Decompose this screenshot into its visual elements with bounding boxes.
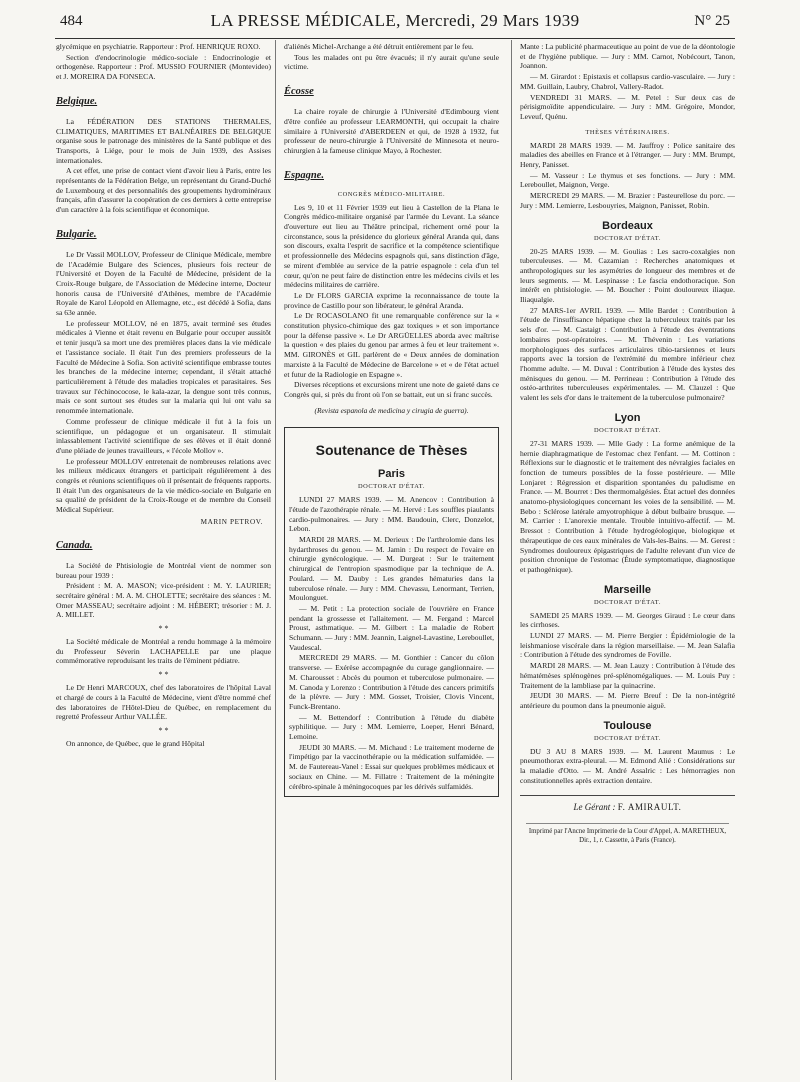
paragraph: glycémique en psychiatrie. Rapporteur : Prof. HENRIQUE ROXO. [56, 42, 261, 51]
source-reference: (Revista espanola de medicina y cirugia de guerra). [314, 405, 469, 415]
paragraph: JEUDI 30 MARS. — M. Pierre Breuf : De la non-intégrité antérieure du poumon dans la pneumonie aiguë. [520, 691, 735, 710]
column-left [56, 42, 271, 1077]
section-subtitle: DOCTORAT D'ÉTAT. [593, 598, 662, 606]
paragraph: — M. Vasseur : Le thymus et ses fonctions. — Jury : MM. Lereboullet, Maignon, Verge. [520, 170, 735, 190]
section-title-espagne: Espagne. [284, 169, 324, 181]
paragraph: Le professeur MOLLOV, né en 1875, avait terminé ses études médicales à Vienne et était revenu en Bulgarie pour occuper aussitôt et tenir jusqu'à sa mort une des premières places dans la vie médicale et l'assistance sociale. Il était l'un des premiers professeurs de la Faculté de Médecine à Sofia. Son activité scientifique embrasse toutes les branches de la médecine interne; cependant, il s'était attaché particulièrement à l'étude des maladies tropicales et parasitaires. Ses travaux sur l'échinococose, le kala-azar, la dengue sont très connus, mais ce sont surtout ses études sur la malaria qui lui ont valu sa renommée internationale. [56, 318, 271, 416]
section-subtitle: THÈSES VÉTÉRINAIRES. [585, 128, 670, 136]
paragraph: VENDREDI 31 MARS. — M. Petel : Sur deux cas de périsigmoïdite appendiculaire. — Jury : MM. Grégoire, Mondor, Leveuf, Quénu. [520, 92, 735, 121]
paragraph: DU 3 AU 8 MARS 1939. — M. Laurent Maumus : Le pneumothorax extra-pleural. — M. Edmond Alié : Considérations sur la maladie d'Otto. — M. André Assalric : Les hémorragies non constitutionnelles après extraction dentaire. [520, 746, 735, 785]
manager-line [520, 795, 735, 813]
column-divider [511, 40, 512, 1080]
paragraph: On annonce, de Québec, que le grand Hôpital [66, 738, 205, 748]
paragraph: 27 MARS-1er AVRIL 1939. — Mlle Bardet : Contribution à l'étude de l'insuffisance hépatique chez la tuberculeux traités par les sels d'or. — M. Castaigt : Contribution à l'étude des éventrations lombaires post-opératoires. — M. Thévenin : Les variations morphologiques des surfaces articulaires tibio-tarsiennes et leurs rapports avec la torsion de l'extrémité du membre inférieur chez l'homme adulte. — M. Duval : Contribution à l'étude des kystes des ménisques du genou. — M. Perrineau : Contribution à l'étude des ostéo-arthrites tuberculeuses expérimentales. — M. Clauzel : Que valent les sels d'or dans le traitement de la tuberculose pulmonaire? [520, 305, 735, 403]
section-title-bulgarie: Bulgarie. [56, 228, 97, 240]
paragraph: Tous les malades ont pu être évacués; il n'y aurait qu'une seule victime. [284, 52, 499, 72]
printer-imprint: Imprimé par l'Ancne Imprimerie de la Cour d'Appel, A. MARETHEUX, Dir., 1, r. Cassette, à Paris (France). [526, 823, 729, 845]
city-title-toulouse: Toulouse [603, 719, 652, 732]
paragraph: LUNDI 27 MARS 1939. — M. Anencov : Contribution à l'étude de l'azothérapie rénale. — M. Hervé : Les souffles piaulants cardio-pulmonaires. — Jury : MM. Baudouin, Clerc, Donzelot, Lebon. [289, 495, 494, 534]
paragraph: — M. Girardot : Epistaxis et collapsus cardio-vasculaire. — Jury : MM. Guillain, Laubry, Chabrol, Vallery-Radot. [520, 72, 735, 91]
paragraph: MARDI 28 MARS. — M. Derieux : De l'arthrolomie dans les hydarthroses du genou. — M. Jamin : Du respect de l'ovaire en chirurgie gynécologique. — M. Durgeat : Sur le traitement chirurgical de l'entropion spasmodique par la technique de A. Poulard. — M. Dauby : Les grandes hématuries dans la tuberculose rénale. — Jury : MM. Chevassu, Lenormant, Terrien, Moulonguet. [289, 535, 494, 603]
paragraph: MERCREDI 29 MARS. — M. Gonthier : Cancer du côlon transverse. — Exérèse accompagnée du curage ganglionnaire. — M. Charousset : Abcès du poumon et tuberculose pulmonaire. — M. Canoda y Lorenzo : Contribution à l'étude des cancers primitifs de la plèvre. — Jury : MM. Gosset, Troisier, Clovis Vincent, Funck-Brentano. [289, 653, 494, 711]
section-subtitle: CONGRÈS MÉDICO-MILITAIRE. [337, 190, 446, 198]
paragraph: Les 9, 10 et 11 Février 1939 eut lieu à Castellon de la Plana le Congrès médico-militaire organisé par l'armée du Levant. La séance d'ouverture eut lieu au Théâtre principal, richement orné pour la circonstance, sous la présidence du glorieux général Aranda qui, dans son discours, exalta l'esprit de sacrifice et la compétence scientifique et professionnelle des Médecins espagnols qui, sans distinction d'âge, se mirent d'emblée au service de la patrie espagnole : cela d'un tel cœur, qu'on ne peut faire de distinction entre les médecins civils et les médecins militaires de carrière. [284, 202, 499, 290]
separator: * * [158, 624, 169, 634]
header-rule [55, 38, 735, 39]
paragraph: Président : M. A. MASON; vice-président : M. Y. LAURIER; secrétaire général : M. A. M. CHOLETTE; secrétaire des séances : M. Omer MASSEAU; secrétaire adjoint : M. HÉBERT; trésorier : M. J. A. MILLET. [56, 581, 271, 620]
paragraph: MARDI 28 MARS 1939. — M. Jauffroy : Police sanitaire des maladies des abeilles en France et à l'étranger. — Jury : MM. Brumpt, Henry, Panisset. [520, 140, 735, 170]
paragraph: MARDI 28 MARS. — M. Jean Lauzy : Contribution à l'étude des hématémèses splénogènes pré-splénomégaliques. — M. Louis Puy : Traitement de la lambliase par la quinacrine. [520, 661, 735, 690]
paragraph: SAMEDI 25 MARS 1939. — M. Georges Giraud : Le cœur dans les cirrhoses. [520, 610, 735, 630]
paragraph: MERCREDI 29 MARS. — M. Brazier : Pasteurellose du porc. — Jury : MM. Lemierre, Lesbouyries, Maignon, Panisset, Robin. [520, 191, 735, 210]
paragraph: Comme professeur de clinique médicale il fut à la fois un scientifique, un pédagogue et un organisateur. Il stimulait inlassablement l'activité scientifique de ses élèves et il était donné d'une pléiade de jeunes travailleurs, « l'école Mollov ». [56, 416, 271, 455]
issue-number: N° 25 [694, 13, 730, 29]
paragraph: Mante : La publicité pharmaceutique au point de vue de la déontologie et de l'hygiène publique. — Jury : MM. Carnot, Nobécourt, Tanon, Joannon. [520, 42, 735, 71]
section-title-belgique: Belgique. [56, 95, 98, 107]
paragraph: Le Dr FLORS GARCIA exprime la reconnaissance de toute la province de Castillo pour son libérateur, le général Aranda. [284, 290, 499, 310]
paragraph: Section d'endocrinologie médico-sociale : Endocrinologie et orthogenèse. Rapporteur : Prof. MUSSIO FOURNIER (Montevideo) et J. MOREIRA DA FONSECA. [56, 52, 271, 82]
page-number: 484 [60, 13, 83, 29]
theses-box [284, 427, 499, 797]
paragraph: LUNDI 27 MARS. — M. Pierre Bergier : Épidémiologie de la leishmaniose viscérale dans la région marseillaise. — M. Jean Salafia : Contribution à l'étude des syndromes de Foville. [520, 631, 735, 660]
city-title-bordeaux: Bordeaux [602, 219, 653, 232]
paragraph: — M. Petit : La protection sociale de l'ouvrière en France pendant la grossesse et l'allaitement. — M. Fergand : Marcel Proust, asthmatique. — M. Gilbert : La maladie de Robert Schumann. — Jury : MM. Jeannin, Laignel-Lavastine, Lereboullet, Vaudescal. [289, 603, 494, 652]
paragraph: La chaire royale de chirurgie à l'Université d'Edimbourg vient d'être confiée au professeur LEARMONTH, qui occupait la chaire similaire à l'Université d'ABERDEEN et qui, de 1928 à 1932, fut professeur de neuro-chirurgie à l'Université de Minnesota et neuro-chirurgien à la fameuse clinique Mayo, à Rochester. [284, 107, 499, 155]
paragraph: Le Dr ROCASOLANO fit une remarquable conférence sur la « constitution physico-chimique des gaz toxiques » et son importance pour la défense passive ». Le Dr ARGÜELLES aborda avec maîtrise la question « des plaies du genou par armes à feu et leur traitement ». MM. GIRONÈS et GIL parlèrent de « Deux années de domination marxiste à la Faculté de Médecine de Barcelone » et « de l'état actuel et futur de la Radiologie en Espagne ». [284, 311, 499, 379]
paragraph: JEUDI 30 MARS. — M. Michaud : Le traitement moderne de l'impétigo par la vaccinothérapie ou la médication sulfamidée. — M. de Fautereau-Vanel : Essai sur quelques problèmes médicaux et sociaux en Chine. — M. Fillatre : Traitement de la méningite cérébro-spinale à méningocoques par les dérivés sulfamidés. [289, 742, 494, 791]
section-subtitle: DOCTORAT D'ÉTAT. [593, 734, 662, 742]
signature: MARIN PETROV. [200, 517, 263, 526]
paragraph: La Société médicale de Montréal a rendu hommage à la mémoire du Professeur Séverin LACHAPELLE par une plaque commémorative reproduisant les traits de l'éminent pédiatre. [56, 637, 271, 666]
section-subtitle: DOCTORAT D'ÉTAT. [593, 234, 662, 242]
paragraph: Le professeur MOLLOV entretenait de nombreuses relations avec les milieux médicaux étrangers et participait régulièrement à des congrès et réunions scientifiques où il présentait de fréquents rapports. Il était l'un des organisateurs de la vie médico-sociale en Bulgarie en sa qualité de président de la Croix-Rouge et de membre du Conseil Médical Supérieur. [56, 456, 271, 515]
journal-title: LA PRESSE MÉDICALE, Mercredi, 29 Mars 1939 [210, 11, 580, 30]
paragraph: Diverses réceptions et excursions mirent une note de gaieté dans ce Congrès qui, si près du front où l'on se battait, eut un si franc succès. [284, 380, 499, 399]
section-subtitle: DOCTORAT D'ÉTAT. [593, 426, 662, 434]
paragraph: 20-25 MARS 1939. — M. Goulias : Les sacro-coxalgies non tuberculeuses. — M. Cazamian : Recherches anatomiques et anthropologiques sur les asymétries de longueur des membres et de leurs segments. — M. Lespinasse : Le fascia endothoracique. Son intérêt en phtisiologie. — M. Boucher : Point douloureux iliaque. Iliaqualgie. [520, 246, 735, 305]
theses-title: Soutenance de Thèses [315, 442, 468, 459]
manager-name: F. AMIRAULT. [617, 802, 682, 813]
manager-label: Le Gérant : [573, 802, 616, 813]
paragraph: d'aliénés Michel-Archange a été détruit entièrement par le feu. [284, 42, 474, 51]
paragraph: Le Dr Henri MARCOUX, chef des laboratoires de l'hôpital Laval et chargé de cours à la Faculté de Médecine, vient d'être nommé chef des laboratoires de l'Hôtel-Dieu de Québec, en remplacement du regretté Professeur Arthur VALLÉE. [56, 683, 271, 722]
paragraph: A cet effet, une prise de contact vient d'avoir lieu à Paris, entre les représentants de la Fédération Belge, un représentant du Grand-Duché de Luxembourg et des personnalités des groupements hydrominéraux français, afin d'assurer la coopération de ces derniers à cette entreprise d'un caractère à la fois scientifique et économique. [56, 166, 271, 215]
paragraph: La FÉDÉRATION DES STATIONS THERMALES, CLIMATIQUES, MARITIMES ET BALNÉAIRES DE BELGIQUE organise sous le patronage des ministères de la Santé publique et des Transports, à Liége, pour le mois de Juin 1939, des Assises internationales. [56, 116, 271, 165]
section-title-ecosse: Écosse [284, 86, 314, 98]
city-title-paris: Paris [378, 468, 405, 481]
city-title-marseille: Marseille [603, 583, 652, 596]
paragraph: Le Dr Vassil MOLLOV, Professeur de Clinique Médicale, membre de l'Académie Bulgare des Sciences, plusieurs fois recteur de l'Université et Doyen de la Faculté de Médecine, président de la Croix-Rouge bulgare, de l'Association de Médecine interne, Docteur honoris causa de l'Université d'Athènes, membre de l'Académie Royale de Karol Léopold en Allemagne, etc., est décédé à Sofia, dans sa 63e année. [56, 249, 271, 318]
city-title-lyon: Lyon [614, 411, 641, 424]
column-divider [275, 40, 276, 1080]
paragraph: La Société de Phtisiologie de Montréal vient de nommer son bureau pour 1939 : [56, 560, 271, 580]
paragraph: 27-31 MARS 1939. — Mlle Gady : La forme anémique de la hernie diaphragmatique de l'estomac chez l'enfant. — M. Cottinon : Réflexions sur le diagnostic et le traitement des névralgies faciales en fonction de tumeurs possibles de la fosse postérieure. — Mlle Lonjaret : Régression et disparition spontanées du paludisme en France. — M. Bourret : Des thermomalgésies. État actuel des données anatomo-physiologiques concernant les voies de la sensibilité. — M. Bebo : Sclérose latérale amyotrophique à début bulbaire brusque. — M. Carrier : L'anorexie mentale. Trouble intuitivo-affectif. — M. Bressot : Contribution à l'étude hydrogéologique, biologique et thérapeutique de ces eaux minérales de Vals-les-Bains. — M. Gerest : Syndromes douloureux épigastriques de l'adulte relevant d'un vice de position chronique de l'estomac (Étude symptomatique, diagnostique et pathogénique). [520, 438, 735, 574]
separator: * * [158, 725, 169, 735]
column-middle [284, 42, 499, 1077]
section-title-canada: Canada. [56, 539, 93, 551]
section-subtitle: DOCTORAT D'ÉTAT. [357, 483, 426, 491]
column-right [520, 42, 735, 1077]
separator: * * [158, 670, 169, 680]
page-header [60, 10, 730, 36]
paragraph: — M. Bettendorf : Contribution à l'étude du diabète syphilitique. — Jury : MM. Lemierre, Loeper, Henri Bénard, Lemoine. [289, 712, 494, 742]
